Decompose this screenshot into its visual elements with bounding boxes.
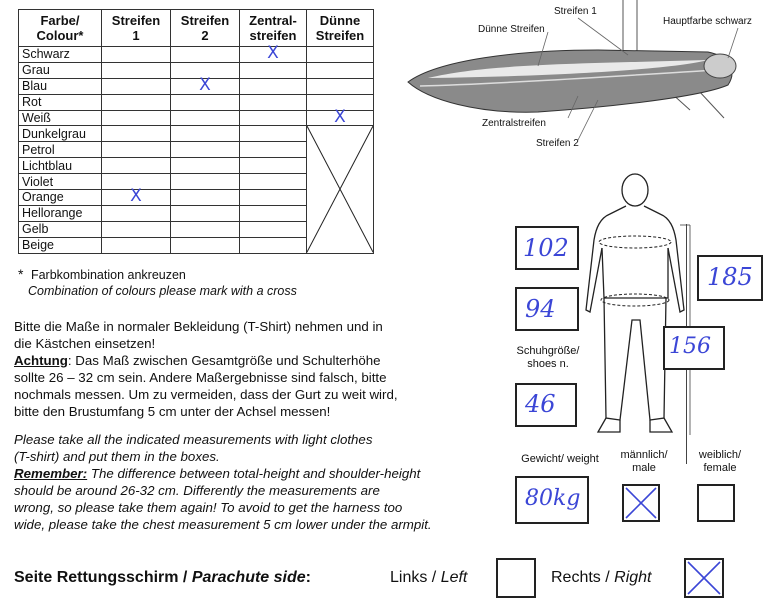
footnote: * Farbkombination ankreuzen Combination of colours please mark with a cross: [18, 266, 297, 298]
colour-label: Schwarz: [19, 47, 102, 63]
colour-cell[interactable]: [240, 221, 307, 237]
colour-label: Petrol: [19, 142, 102, 158]
colour-cell[interactable]: [171, 221, 240, 237]
label-streifen-1: Streifen 1: [554, 6, 597, 17]
colour-cell[interactable]: [240, 174, 307, 190]
weight-label: Gewicht/ weight: [521, 453, 599, 465]
colour-label: Lichtblau: [19, 158, 102, 174]
colour-cell[interactable]: [240, 126, 307, 142]
colour-cell[interactable]: [102, 126, 171, 142]
colour-cell[interactable]: [171, 142, 240, 158]
table-header-row: [19, 10, 374, 47]
colour-cell[interactable]: [102, 237, 171, 253]
colour-cell[interactable]: [102, 205, 171, 221]
label-zentralstreifen: Zentralstreifen: [482, 118, 546, 129]
cross-mark: X: [130, 186, 142, 207]
female-checkbox[interactable]: [697, 484, 735, 522]
table-row: [19, 110, 374, 126]
shoulder-height-value: 156: [669, 334, 711, 359]
colour-cell[interactable]: [171, 126, 240, 142]
header-streifen-2: Streifen 2: [171, 10, 240, 47]
colour-cell[interactable]: [240, 62, 307, 78]
crossed-out-cell: [307, 126, 374, 253]
right-check-mark: [686, 560, 722, 596]
colour-table: [18, 9, 374, 254]
colour-cell[interactable]: [171, 205, 240, 221]
colour-cell[interactable]: [240, 94, 307, 110]
instructions-en: Please take all the indicated measurements with light clothes (T-shirt) and put them in the boxes. Remember: The difference between total-height and shoulder-height should be around 26-32 cm. Differently the measurements are wrong, so please take them again! To avoid to get the harness too wide, please take the chest measurement 5 cm lower under the armpit.: [14, 432, 432, 532]
body-figure: [560, 170, 710, 450]
shoulder-height-box[interactable]: [663, 326, 725, 370]
right-checkbox[interactable]: [684, 558, 724, 598]
colour-cell[interactable]: [240, 43, 307, 64]
colour-cell[interactable]: [240, 110, 307, 126]
female-check-mark: [699, 486, 733, 520]
cross-mark: X: [199, 75, 211, 96]
waist-value: 94: [525, 295, 556, 323]
cross-mark: X: [267, 43, 279, 64]
colour-label: Beige: [19, 237, 102, 253]
colour-cell[interactable]: [102, 47, 171, 63]
table-row: [19, 47, 374, 63]
left-checkbox[interactable]: [496, 558, 536, 598]
weight-box[interactable]: [515, 476, 589, 524]
parachute-side-label: Seite Rettungsschirm / Parachute side:: [14, 569, 311, 586]
colour-cell[interactable]: [307, 62, 374, 78]
colour-cell[interactable]: [171, 110, 240, 126]
shoe-box[interactable]: [515, 383, 577, 427]
male-check-mark: [624, 486, 658, 520]
colour-cell[interactable]: [240, 78, 307, 94]
colour-cell[interactable]: [171, 94, 240, 110]
colour-label: Violet: [19, 174, 102, 190]
colour-cell[interactable]: [171, 237, 240, 253]
header-zentralstreifen: Zentral- streifen: [240, 10, 307, 47]
table-row: [19, 78, 374, 94]
male-checkbox[interactable]: [622, 484, 660, 522]
colour-cell[interactable]: [240, 205, 307, 221]
colour-cell[interactable]: [102, 78, 171, 94]
colour-cell[interactable]: [102, 158, 171, 174]
height-value: 185: [707, 263, 753, 291]
label-duenne-streifen: Dünne Streifen: [478, 24, 545, 35]
weight-value: 80kg: [525, 486, 581, 511]
colour-label: Hellorange: [19, 205, 102, 221]
colour-label: Grau: [19, 62, 102, 78]
left-option-label: Links / Left: [390, 569, 468, 586]
colour-cell[interactable]: [240, 237, 307, 253]
instructions-de: Bitte die Maße in normaler Bekleidung (T-Shirt) nehmen und in die Kästchen einsetzen! Achtung: Das Maß zwischen Gesamtgröße und Schulterhöhe sollte 26 – 32 cm sein. Andere Maßergebnisse sind falsch, bitte nochmals messen. Um zu vermeiden, dass der Gurt zu weit wird, bitte den Brustumfang 5 cm unter der Achsel messen!: [14, 319, 398, 419]
waist-box[interactable]: [515, 287, 579, 331]
pilot-head: [704, 54, 736, 78]
cross-mark: X: [334, 107, 346, 127]
colour-cell[interactable]: [171, 75, 240, 96]
colour-cell[interactable]: [171, 47, 240, 63]
left-check-mark: [498, 560, 534, 596]
female-label: weiblich/ female: [698, 449, 742, 474]
colour-cell[interactable]: [102, 221, 171, 237]
shoe-value: 46: [525, 390, 556, 418]
label-hauptfarbe: Hauptfarbe schwarz: [663, 16, 752, 27]
colour-cell[interactable]: [307, 107, 374, 127]
colour-cell[interactable]: [171, 158, 240, 174]
colour-label: Orange: [19, 190, 102, 206]
chest-value: 102: [523, 234, 569, 262]
right-option-label: Rechts / Right: [551, 569, 652, 586]
header-colour: Farbe/ Colour*: [19, 10, 102, 47]
glider-body: [408, 50, 732, 112]
colour-label: Blau: [19, 78, 102, 94]
table-row: [19, 62, 374, 78]
height-box[interactable]: [697, 255, 763, 301]
chest-box[interactable]: [515, 226, 579, 270]
colour-label: Gelb: [19, 221, 102, 237]
colour-cell[interactable]: [102, 62, 171, 78]
colour-label: Dunkelgrau: [19, 126, 102, 142]
colour-cell[interactable]: [102, 186, 171, 207]
header-streifen-1: Streifen 1: [102, 10, 171, 47]
colour-cell[interactable]: [240, 158, 307, 174]
colour-cell[interactable]: [240, 190, 307, 206]
colour-cell[interactable]: [102, 94, 171, 110]
colour-cell[interactable]: [102, 110, 171, 126]
colour-cell[interactable]: [240, 142, 307, 158]
colour-cell[interactable]: [102, 142, 171, 158]
colour-cell[interactable]: [171, 190, 240, 206]
colour-cell[interactable]: [307, 78, 374, 94]
label-streifen-2: Streifen 2: [536, 138, 579, 149]
colour-label: Weiß: [19, 110, 102, 126]
male-label: männlich/ male: [620, 449, 668, 474]
colour-cell[interactable]: [171, 174, 240, 190]
colour-cell[interactable]: [307, 47, 374, 63]
table-row: [19, 126, 374, 142]
shoe-label: Schuhgröße/ shoes n.: [516, 345, 580, 370]
table-row: [19, 94, 374, 110]
header-duenne-streifen: Dünne Streifen: [307, 10, 374, 47]
colour-label: Rot: [19, 94, 102, 110]
